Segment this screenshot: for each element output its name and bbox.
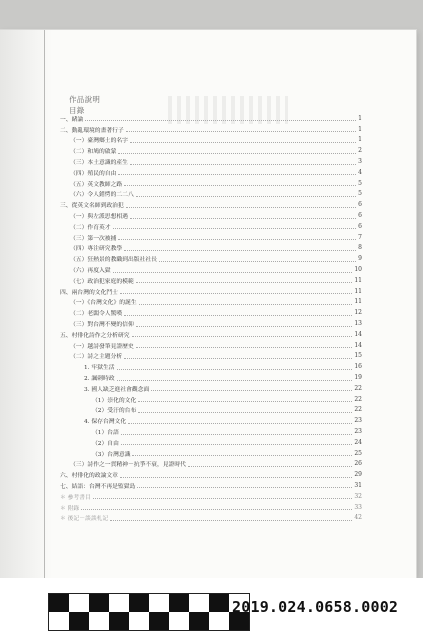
- toc-entry: [60, 307, 362, 318]
- toc-entry-page: 24: [354, 438, 362, 446]
- toc-leader-dots: [130, 141, 356, 143]
- toc-entry-page: 26: [354, 460, 362, 468]
- toc-entry-title: （2）自由: [92, 440, 119, 447]
- toc-leader-dots: [118, 238, 356, 240]
- toc-entry: [60, 243, 362, 254]
- toc-entry: [60, 361, 362, 372]
- toc-entry-page: 16: [354, 363, 362, 371]
- toc-entry-page: 22: [354, 406, 362, 414]
- color-scale-bar: [48, 593, 250, 631]
- toc-entry-page: 1: [358, 114, 362, 122]
- toc-entry-page: 12: [354, 309, 362, 317]
- toc-entry-title: （七）政治犯家庭的模範: [70, 278, 134, 285]
- toc-entry-page: 33: [354, 503, 362, 511]
- toc-entry: [60, 372, 362, 383]
- toc-entry: [60, 512, 362, 523]
- toc-entry: [60, 221, 362, 232]
- toc-entry-page: 13: [354, 320, 362, 328]
- toc-leader-dots: [136, 325, 353, 327]
- toc-entry: [60, 329, 362, 340]
- toc-entry-page: 9: [358, 255, 362, 263]
- toc-entry-title: （二）作育英才: [70, 224, 111, 231]
- toc-entry: [60, 232, 362, 243]
- toc-entry-title: （三）對台灣不變的信仰: [70, 322, 134, 329]
- toc-entry-title: （一）《台灣文化》的誕生: [70, 300, 137, 307]
- toc-leader-dots: [120, 476, 352, 478]
- toc-entry-title: 2. 諷刺時政: [84, 376, 115, 383]
- scale-square: [209, 594, 229, 612]
- scale-square: [49, 594, 69, 612]
- toc-entry-title: 五、村俳化詩作之分析研究: [60, 332, 130, 339]
- toc-entry-page: 22: [354, 384, 362, 392]
- toc-entry-title: （五）狂熱景的教職到出版社社長: [70, 257, 157, 264]
- toc-entry-page: 42: [354, 514, 362, 522]
- toc-entry-page: 8: [358, 244, 362, 252]
- toc-leader-dots: [93, 497, 353, 499]
- toc-entry: [60, 437, 362, 448]
- toc-leader-dots: [137, 486, 352, 488]
- toc-entry-title: 七、結語：台灣不再是監獄島: [60, 483, 136, 490]
- toc-entry-title: （二）和鳩的啟蒙: [70, 149, 117, 156]
- toc-leader-dots: [136, 346, 353, 348]
- toc-entry-title: 一、緒論: [60, 116, 84, 123]
- toc-entry-page: 11: [354, 276, 362, 284]
- toc-entry-page: 25: [354, 449, 362, 457]
- toc-entry-page: 1: [358, 136, 362, 144]
- toc-entry-page: 5: [358, 190, 362, 198]
- toc-entry: [60, 426, 362, 437]
- toc-entry: [60, 340, 362, 351]
- toc-leader-dots: [151, 389, 352, 391]
- toc-entry: [60, 178, 362, 189]
- toc-leader-dots: [138, 400, 352, 402]
- toc-entry: [60, 318, 362, 329]
- toc-entry: [60, 502, 362, 513]
- toc-leader-dots: [136, 281, 353, 283]
- toc-leader-dots: [130, 217, 356, 219]
- toc-leader-dots: [121, 433, 352, 435]
- toc-entry-page: 4: [358, 168, 362, 176]
- toc-leader-dots: [120, 292, 352, 294]
- toc-entry-title: 三、從英文名師到政治犯: [60, 203, 124, 210]
- scale-square: [109, 612, 129, 630]
- toc-entry-page: 31: [354, 481, 362, 489]
- toc-leader-dots: [132, 335, 353, 337]
- toc-leader-dots: [121, 443, 352, 445]
- toc-entry-page: 11: [354, 298, 362, 306]
- toc-entry: [60, 405, 362, 416]
- toc-entry-title: 二、動亂環境的畫著行子: [60, 127, 124, 134]
- toc-entry: [60, 383, 362, 394]
- toc-entry-title: 六、村俳化的政論文章: [60, 473, 118, 480]
- toc-entry-page: 10: [354, 266, 362, 274]
- toc-leader-dots: [124, 249, 356, 251]
- toc-entry-title: （二）老闆令人驚嘆: [70, 311, 123, 318]
- section-heading: 作品說明: [69, 95, 101, 104]
- toc-entry: [60, 491, 362, 502]
- toc-entry-title: 3. 國人缺乏進社會觀念面: [84, 386, 150, 393]
- toc-entry: [60, 469, 362, 480]
- toc-entry-page: 5: [358, 179, 362, 187]
- toc-leader-dots: [81, 508, 352, 510]
- toc-entry-page: 11: [354, 287, 362, 295]
- toc-entry: [60, 264, 362, 275]
- toc-leader-dots: [117, 368, 353, 370]
- toc-entry: [60, 394, 362, 405]
- toc-entry-title: （六）令人錯愕的二二八: [70, 192, 134, 199]
- toc-leader-dots: [113, 271, 353, 273]
- toc-leader-dots: [136, 195, 356, 197]
- toc-leader-dots: [118, 152, 356, 154]
- scale-square: [169, 594, 189, 612]
- toc-entry-title: （三）第一次被捕: [70, 235, 117, 242]
- scale-square: [69, 612, 89, 630]
- toc-entry-page: 14: [354, 330, 362, 338]
- toc-entry-title: ＊ 後記－談談札記: [60, 516, 109, 523]
- toc-entry-title: 4. 保存台灣文化: [84, 419, 127, 426]
- toc-entry: [60, 480, 362, 491]
- toc-entry: [60, 459, 362, 470]
- scale-square: [129, 594, 149, 612]
- toc-leader-dots: [188, 465, 352, 467]
- toc-leader-dots: [159, 260, 356, 262]
- toc-leader-dots: [138, 411, 352, 413]
- toc-leader-dots: [110, 519, 352, 521]
- toc-entry-page: 7: [358, 233, 362, 241]
- toc-entry-page: 32: [354, 492, 362, 500]
- toc-entry-page: 6: [358, 201, 362, 209]
- toc-entry-page: 6: [358, 212, 362, 220]
- toc-leader-dots: [113, 227, 357, 229]
- toc-entry: [60, 275, 362, 286]
- toc-leader-dots: [126, 206, 356, 208]
- toc-leader-dots: [124, 314, 352, 316]
- toc-leader-dots: [126, 130, 356, 132]
- toc-entry-title: （五）英文教師之路: [70, 181, 123, 188]
- toc-leader-dots: [130, 163, 356, 165]
- toc-leader-dots: [124, 357, 352, 359]
- toc-entry-title: （一）與左派思想相遇: [70, 214, 128, 221]
- toc-entry-page: 6: [358, 222, 362, 230]
- toc-entry-title: ＊ 附錄: [60, 505, 80, 512]
- toc-entry-page: 23: [354, 417, 362, 425]
- toc-entry-page: 14: [354, 341, 362, 349]
- toc-entry-title: （2）受汙的台布: [92, 408, 137, 415]
- toc-entry: [60, 253, 362, 264]
- binding-crease: [44, 30, 45, 578]
- toc-entry-title: （四）殖民的自由: [70, 170, 117, 177]
- toc-entry-page: 23: [354, 428, 362, 435]
- toc-entry-title: （一）越詩發筆見證歷史: [70, 343, 134, 350]
- toc-entry-title: （3）台灣意識: [92, 451, 131, 458]
- catalog-number: 2019.024.0658.0002: [232, 598, 399, 616]
- toc-entry-page: 3: [358, 158, 362, 166]
- toc-entry-title: （1）崇化的文化: [92, 397, 137, 404]
- toc-entry-title: （六）再度入獄: [70, 268, 111, 275]
- toc-leader-dots: [118, 173, 356, 175]
- toc-entry: [60, 286, 362, 297]
- toc-entry: [60, 189, 362, 200]
- toc-entry-title: 1. 牢獄生活: [84, 365, 115, 372]
- toc-entry: [60, 145, 362, 156]
- toc-entry-page: 19: [354, 374, 362, 382]
- toc-entry: [60, 210, 362, 221]
- toc-entry-page: 29: [354, 471, 362, 479]
- table-of-contents: [60, 113, 362, 523]
- toc-entry-page: 22: [354, 395, 362, 403]
- toc-entry: [60, 156, 362, 167]
- toc-entry-page: 2: [358, 147, 362, 155]
- toc-leader-dots: [117, 379, 353, 381]
- toc-heading: 目錄: [69, 106, 85, 115]
- toc-entry: [60, 448, 362, 459]
- toc-entry: [60, 135, 362, 146]
- toc-entry-title: （二）詩之主題分析: [70, 354, 123, 361]
- toc-entry-page: 15: [354, 352, 362, 360]
- toc-entry: [60, 199, 362, 210]
- toc-entry-title: ＊ 參考書目: [60, 494, 91, 501]
- toc-entry: [60, 351, 362, 362]
- toc-entry: [60, 415, 362, 426]
- toc-entry: [60, 124, 362, 135]
- toc-entry: [60, 113, 362, 124]
- toc-leader-dots: [128, 422, 352, 424]
- toc-entry-title: （四）專注研究教學: [70, 246, 123, 253]
- scale-square: [149, 612, 169, 630]
- toc-leader-dots: [139, 303, 353, 305]
- toc-entry: [60, 297, 362, 308]
- scale-square: [89, 594, 109, 612]
- scale-square: [189, 612, 209, 630]
- toc-leader-dots: [124, 184, 356, 186]
- toc-entry-title: （一）臺灣鄉土的名字: [70, 138, 128, 145]
- toc-leader-dots: [85, 119, 356, 121]
- toc-entry: [60, 167, 362, 178]
- toc-entry-title: 四、兩台灣的文化鬥士: [60, 289, 118, 296]
- toc-entry-title: （1）台語: [92, 430, 119, 436]
- toc-leader-dots: [132, 454, 352, 456]
- toc-entry-page: 1: [358, 125, 362, 133]
- toc-entry-title: （三）詩作之一貫精神－抗爭不衰，見證時代: [70, 462, 186, 469]
- toc-entry-title: （三）本土意識的產生: [70, 160, 128, 167]
